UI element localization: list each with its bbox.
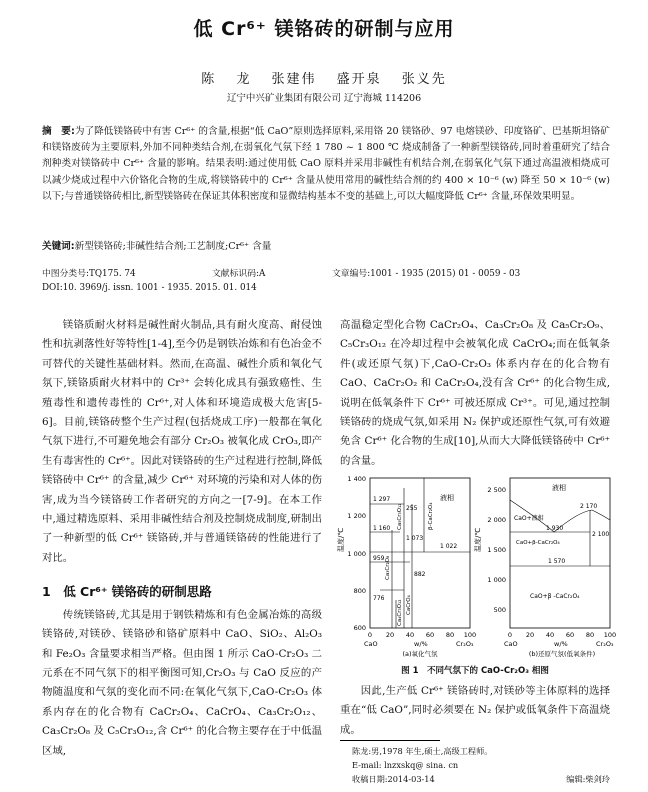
received-date: 收稿日期:2014-03-14 [352,774,435,784]
b-subcaption: (b)还原气氛(低氧条件) [528,650,596,658]
a-label: Ca₅Cr₃O₁₂ [397,503,403,530]
b-xright: Cr₂O₃ [596,640,614,648]
a-label: CaCrO₄ [406,595,412,615]
continued-paragraph: 高温稳定型化合物 CaCr₂O₄、Ca₃Cr₂O₈ 及 Ca₅Cr₂O₉、C₅Cr₃O₁₂ 在冷却过程中会被氧化成 CaCrO₄;而在低氧条件(或还原气氛)下,CaO-Cr₂O₃ 体系内存在的化合物有 CaO、CaCr₂O₂ 和 CaCr₂O₄,没有含 Cr⁶⁺ 的化合物生成,说明在低氧条件下 Cr⁶⁺ 可被还原成 Cr³⁺。可见,通过控制镁铬砖的烧成气氛,如采用 N₂ 保护或还原性气氛,可有效避免含 Cr⁶⁺ 化合物的生成[10],从而大大降低镁铬砖中 Cr⁶⁺ 的含量。 [340,319,610,467]
paper-title: 低 Cr⁶⁺ 镁铬砖的研制与应用 [193,18,455,40]
a-ytick: 1 400 [347,475,366,483]
b-label: CaO+液相 [514,515,544,522]
ylabel-b: 温度/℃ [474,527,482,552]
a-label: Ca₃Cr₂O₈ [385,555,391,580]
a-label: 1 297 [373,496,391,503]
a-label: 1 160 [373,525,391,532]
b-xtick: 100 [603,631,617,639]
a-xright: Cr₂O₃ [456,640,474,648]
b-xtick: 60 [565,631,575,639]
right-column-bottom [340,682,610,740]
a-xtick: 60 [425,631,435,639]
a-ytick: 600 [353,624,366,632]
abstract-text: 为了降低镁铬砖中有害 Cr⁶⁺ 的含量,根据“低 CaO”原则选择原料,采用铬 20 镁铬砂、97 电熔镁砂、印度铬矿、巴基斯坦铬矿和镁铬废砖为主要原料,外加不同种类结合剂,在弱氧化气氛下经 1 780 ~ 1 800 ℃ 烧成制备了一种新型镁铬砖,同时着重研究了结合剂种类对镁铬砖中 Cr⁶⁺ 含量的影响。结果表明:通过使用低 CaO 原料并采用非碱性有机结合剂,在弱氧化气氛下通过高温液相烧成可以减少烧成过程中六价铬化合物的生成,将镁铬砖中的 Cr⁶⁺ 含量从使用常用的碱性结合剂的约 400 × 10⁻⁶ (w) 降至 50 × 10⁻⁶ (w) 以下;与普通镁铬砖相比,新型镁铬砖在保证其体积密度和显微结构基本不变的基础上,可以大幅度降低 Cr⁶⁺ 含量,环保效果明显。 [42,126,610,202]
a-xtick: 20 [385,631,395,639]
abstract-label: 摘 要: [42,126,75,137]
a-xtick: 0 [367,631,373,639]
b-label: CaO+β -CaCr₂O₄ [530,593,580,600]
a-label: 255 [406,505,418,512]
figure-1-caption: 图 1 不同气氛下的 CaO-Cr₂O₃ 相图 [401,666,549,676]
right-column-top [340,316,610,471]
footnote-rule [340,740,440,741]
panel-b-reducing [473,478,616,658]
a-label: β-CaCr₂O₄ [428,502,434,530]
abstract [42,124,610,205]
footnote-author: 陈龙:男,1978 年生,硕士,高级工程师。 [352,746,493,756]
after-figure-paragraph: 因此,生产低 Cr⁶⁺ 镁铬砖时,对镁砂等主体原料的选择重在“低 CaO”,同时必须要在 N₂ 保护或低氧条件下高温烧成。 [340,685,610,736]
b-xleft: CaO [504,640,518,648]
affiliation: 辽宁中兴矿业集团有限公司 辽宁海城 114206 [226,93,422,104]
document-code: 文献标识码:A [212,269,266,279]
b-label: 2 100 [592,531,610,538]
b-xlabel: w/% [554,640,568,648]
b-xtick: 80 [585,631,595,639]
a-subcaption: (a)氧化气氛 [402,650,438,658]
b-label: 1 930 [546,525,564,532]
b-label: 2 170 [580,503,598,510]
a-ytick: 1 000 [347,550,366,558]
a-label: 959 [373,555,385,562]
a-ytick: 800 [353,587,366,595]
keywords-label: 关键词: [42,241,75,252]
b-ytick: 1 000 [487,576,506,584]
a-xleft: CaO [364,640,378,648]
a-label: 1 073 [406,535,424,542]
b-ytick: 2 500 [487,486,506,494]
a-label: 776 [373,595,385,602]
panel-a-oxidizing [336,475,476,658]
a-ytick: 1 200 [347,512,366,520]
ylabel-a: 温度/℃ [337,527,345,552]
b-ytick: 2 000 [487,516,506,524]
b-label: 1 570 [548,558,566,565]
a-label: 1 022 [440,543,458,550]
author-list: 陈 龙 张建伟 盛开泉 张义先 [201,72,447,87]
footnote-dates [352,772,610,786]
keywords-text: 新型镁铬砖;非碱性结合剂;工艺制度;Cr⁶⁺ 含量 [74,241,272,252]
b-xtick: 20 [525,631,535,639]
b-ytick: 500 [493,606,506,614]
a-xtick: 100 [463,631,477,639]
section-1-paragraph: 传统镁铬砖,尤其是用于钢铁精炼和有色金属冶炼的高级镁铬砖,对镁砂、镁铬砂和铬矿原料中 CaO、SiO₂、Al₂O₃ 和 Fe₂O₃ 含量要求相当严格。但由图 1 所示 CaO-Cr₂O₃ 二元系在不同气氛下的相平衡图可知,Cr₂O₃ 与 CaO 反应的产物随温度和气氛的变化而不同:在氧化气氛下,CaO-Cr₂O₃ 体系内存在的化合物有 CaCr₂O₄、CaCrO₄、Ca₃Cr₂O₁₂、Ca₃Cr₂O₈ 及 C₅Cr₃O₁₂,含 Cr⁶⁺ 的化合物主要存在于中低温区域, [42,608,322,757]
b-xtick: 0 [507,631,513,639]
a-xlabel: w/% [414,640,428,648]
figure-1-phase-diagrams [337,470,617,660]
article-number: 文章编号:1001 - 1935 (2015) 01 - 0059 - 03 [332,269,521,279]
a-label: Ca₄Cr₃O₁₂ [397,599,403,626]
b-ytick: 1 500 [487,546,506,554]
section-heading-1: 1 低 Cr⁶⁺ 镁铬砖的研制思路 [42,584,212,600]
a-xtick: 40 [405,631,415,639]
b-xtick: 40 [545,631,555,639]
a-xtick: 80 [445,631,455,639]
left-column [42,316,322,761]
editor: 编辑:柴剑玲 [566,774,610,784]
b-label: CaO+β-CaCr₂O₄ [516,540,560,546]
keywords [42,238,610,252]
a-label: 882 [414,571,426,578]
b-label-liquid: 液相 [552,484,566,492]
a-label-liquid: 液相 [440,494,454,502]
intro-paragraph: 镁铬质耐火材料是碱性耐火制品,具有耐火度高、耐侵蚀性和抗剥落性好等特性[1-4],至今仍是钢铁冶炼和有色冶金不可替代的关键性基础材料。然而,在高温、碱性介质和氧化气氛下,镁铬质耐火材料中的 Cr³⁺ 会转化成具有强致癌性、生殖毒性和遗传毒性的 Cr⁶⁺,对人体和环境造成极大危害[5-6]。目前,镁铬砖整个生产过程(包括烧成工序)一般都在氧化气氛下进行,不可避免地会有部分 Cr₂O₃ 被氧化成 CrO₃,即产生有毒害性的 Cr⁶⁺。因此对镁铬砖的生产过程进行控制,降低镁铬砖中 Cr⁶⁺ 的含量,减少 Cr⁶⁺ 对环境的污染和对人体的伤害,成为当今镁铬砖工作者研究的方向之一[7-9]。在本工作中,通过精选原料、采用非碱性结合剂及控制烧成制度,研制出了一种新型的低 Cr⁶⁺ 镁铬砖,并与普通镁铬砖的性能进行了对比。 [42,319,322,564]
footnote-email: E-mail: lnzxskq@ sina. cn [352,760,459,770]
footnote [352,744,610,786]
doi: DOI:10. 3969/j. issn. 1001 - 1935. 2015. 01. 014 [42,283,257,293]
clc-number: 中图分类号:TQ175. 74 [42,269,136,279]
